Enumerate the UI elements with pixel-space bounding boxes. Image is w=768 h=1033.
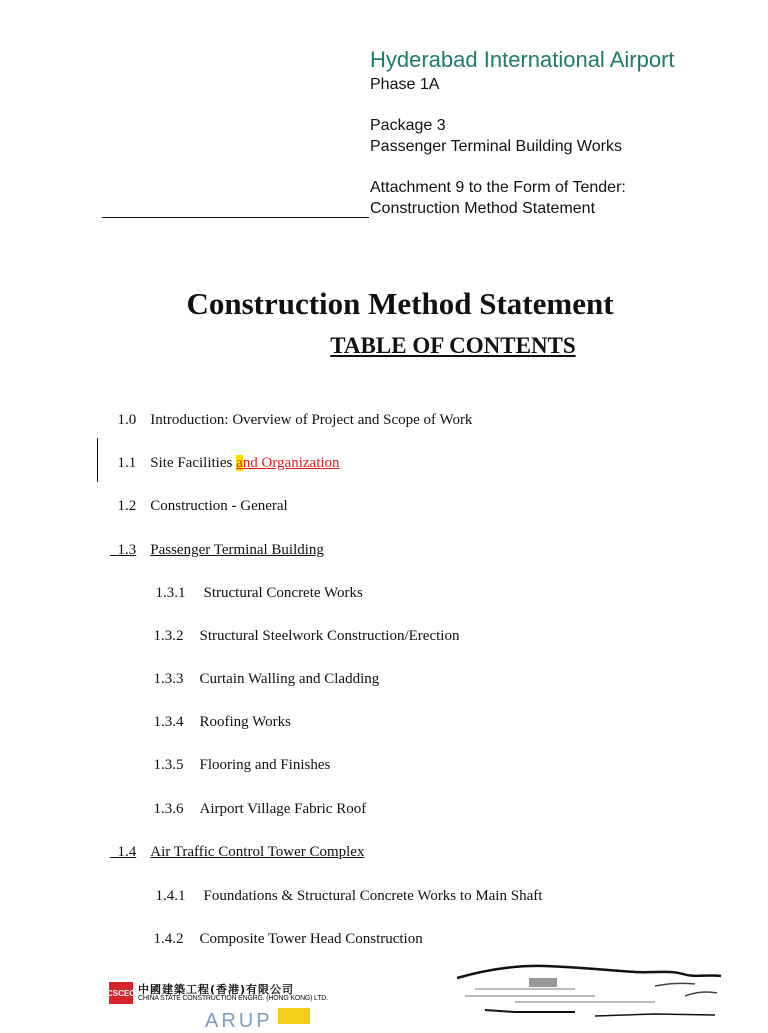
document-title: Construction Method Statement [186, 286, 614, 321]
toc-number: 1.1 [117, 455, 137, 471]
toc-entry[interactable] [146, 654, 379, 688]
toc-number: 1.2 [117, 498, 137, 514]
toc-entry[interactable] [110, 438, 340, 472]
toc-label: Airport Village Fabric Roof [199, 801, 367, 817]
toc-entry[interactable] [110, 525, 324, 559]
toc-number: 1.4.1 [155, 888, 186, 904]
toc-label: Composite Tower Head Construction [199, 931, 423, 947]
toc-entry[interactable] [110, 827, 364, 861]
attachment-title: Construction Method Statement [370, 200, 596, 217]
project-phase: Phase 1A [370, 76, 440, 93]
toc-number: 1.3.2 [153, 628, 184, 644]
toc-label-highlight: a [236, 455, 243, 471]
toc-label: Introduction: Overview of Project and Scope of Work [150, 412, 473, 428]
toc-label: Structural Steelwork Construction/Erection [199, 628, 460, 644]
attachment-label: Attachment 9 to the Form of Tender: [370, 179, 626, 196]
toc-label: Flooring and Finishes [199, 757, 331, 773]
toc-label: Curtain Walling and Cladding [199, 671, 380, 687]
toc-number: 1.3.6 [153, 801, 184, 817]
integrated-design-logo [278, 1008, 310, 1024]
toc-number: 1.3.5 [153, 757, 184, 773]
change-bar [97, 438, 98, 482]
toc-label: Site Facilities [150, 455, 237, 471]
toc-entry[interactable] [146, 740, 330, 774]
toc-entry[interactable] [148, 568, 363, 602]
toc-number: 1.3.1 [155, 585, 186, 601]
company-name-chinese: 中國建築工程(香港)有限公司 [138, 983, 295, 996]
toc-number: 1.3 [117, 542, 137, 558]
header-rule [102, 217, 369, 218]
package-number: Package 3 [370, 117, 446, 134]
toc-entry[interactable] [146, 914, 423, 948]
toc-number: 1.3.3 [153, 671, 184, 687]
toc-label-revised: nd Organization [242, 455, 340, 471]
company-logo: CSCEC [109, 982, 133, 1004]
toc-entry[interactable] [110, 395, 472, 429]
toc-heading: TABLE OF CONTENTS [330, 333, 576, 358]
toc-label: Construction - General [150, 498, 288, 514]
terminal-skyline-illustration [455, 960, 723, 1024]
toc-entry[interactable] [146, 784, 366, 818]
toc-label: Foundations & Structural Concrete Works to Main Shaft [203, 888, 543, 904]
arup-logo: ARUP [205, 1010, 273, 1032]
toc-label: Structural Concrete Works [203, 585, 363, 601]
toc-entry[interactable] [146, 697, 291, 731]
project-name: Hyderabad International Airport [370, 47, 675, 72]
toc-entry[interactable] [146, 611, 459, 645]
toc-number: 1.0 [117, 412, 137, 428]
company-name-english: CHINA STATE CONSTRUCTION ENGRG. (HONG KONG) LTD. [138, 995, 328, 1002]
toc-number: 1.3.4 [153, 714, 184, 730]
package-title: Passenger Terminal Building Works [370, 138, 622, 155]
toc-number: 1.4 [117, 844, 137, 860]
toc-entry[interactable] [110, 481, 288, 515]
toc-label: Air Traffic Control Tower Complex [150, 844, 365, 860]
toc-entry[interactable] [148, 871, 542, 905]
toc-number: 1.4.2 [153, 931, 184, 947]
toc-label: Roofing Works [199, 714, 291, 730]
toc-label: Passenger Terminal Building [150, 542, 324, 558]
